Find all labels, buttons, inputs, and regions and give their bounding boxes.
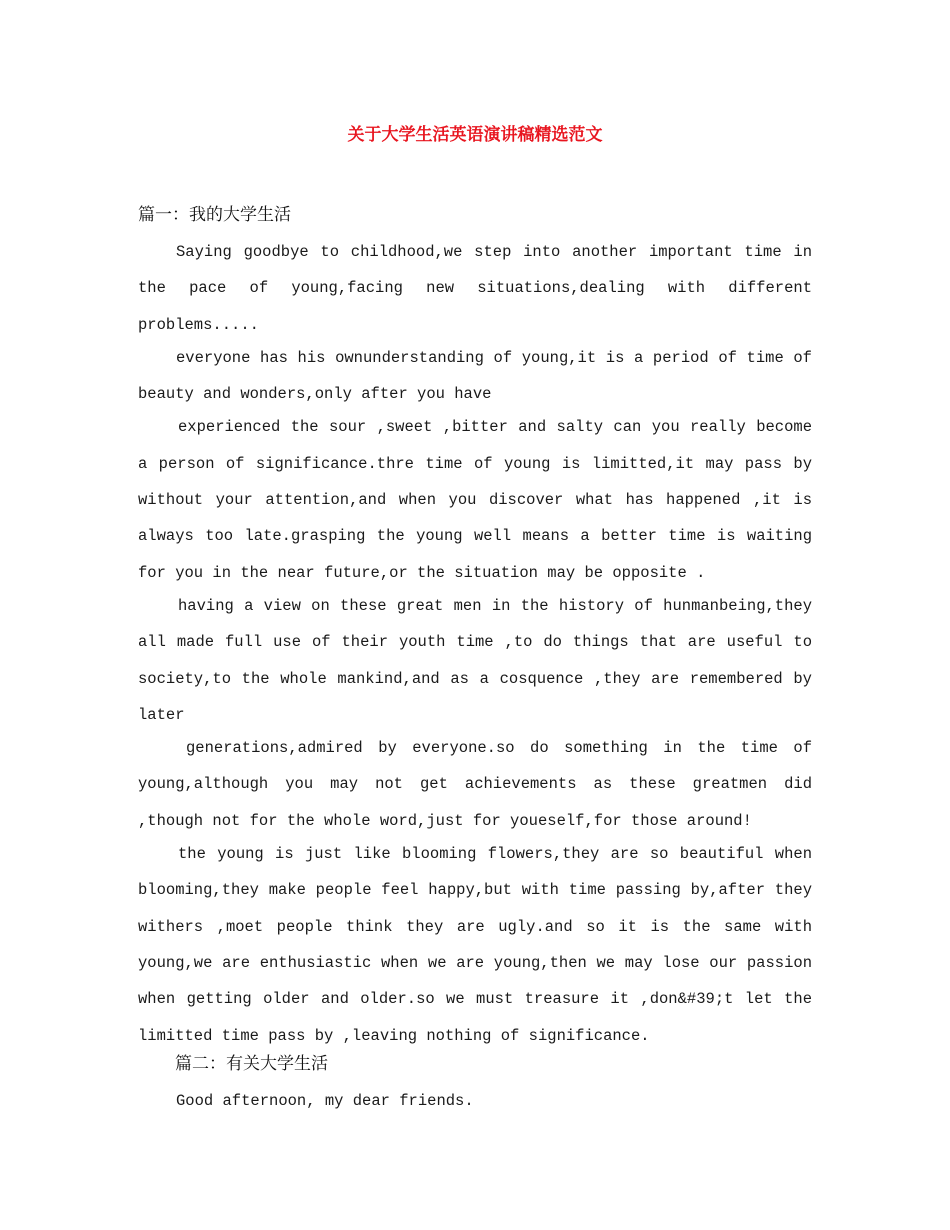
closing-line: Good afternoon, my dear friends. [176, 1091, 474, 1110]
paragraph-5: generations,admired by everyone.so do something in the time of young,although you may not get achievements as these greatmen did ,though not for the whole word,just for youeself,for those around! [138, 739, 812, 830]
section-heading-1: 篇一：我的大学生活 [138, 205, 291, 225]
paragraph-3: experienced the sour ,sweet ,bitter and salty can you really become a person of significance.thre time of young is limitted,it may pass by without your attention,and when you discover what has happened ,it is always too late.grasping the young well means a better time is waiting for you in the near future,or the situation may be opposite . [138, 418, 812, 582]
document-body [138, 122, 812, 1116]
paragraph-1: Saying goodbye to childhood,we step into another important time in the pace of young,facing new situations,dealing with different problems..... [138, 243, 812, 334]
paragraph-4: having a view on these great men in the history of hunmanbeing,they all made full use of their youth time ,to do things that are useful to society,to the whole mankind,and as a cosquence ,they are remembered by later [138, 596, 812, 724]
paragraph-6: the young is just like blooming flowers,they are so beautiful when blooming,they make people feel happy,but with time passing by,after they withers ,moet people think they are ugly.and so it is the same with young,we are enthusiastic when we are young,then we may lose our passion when getting older and older.so we must treasure it ,don&#39;t let the limitted time pass by ,leaving nothing of significance. [138, 845, 812, 1045]
paragraph-2: everyone has his ownunderstanding of young,it is a period of time of beauty and wonders,only after you have [138, 348, 812, 404]
section-heading-2: 篇二：有关大学生活 [175, 1053, 328, 1074]
document-title: 关于大学生活英语演讲稿精选范文 [347, 125, 603, 145]
